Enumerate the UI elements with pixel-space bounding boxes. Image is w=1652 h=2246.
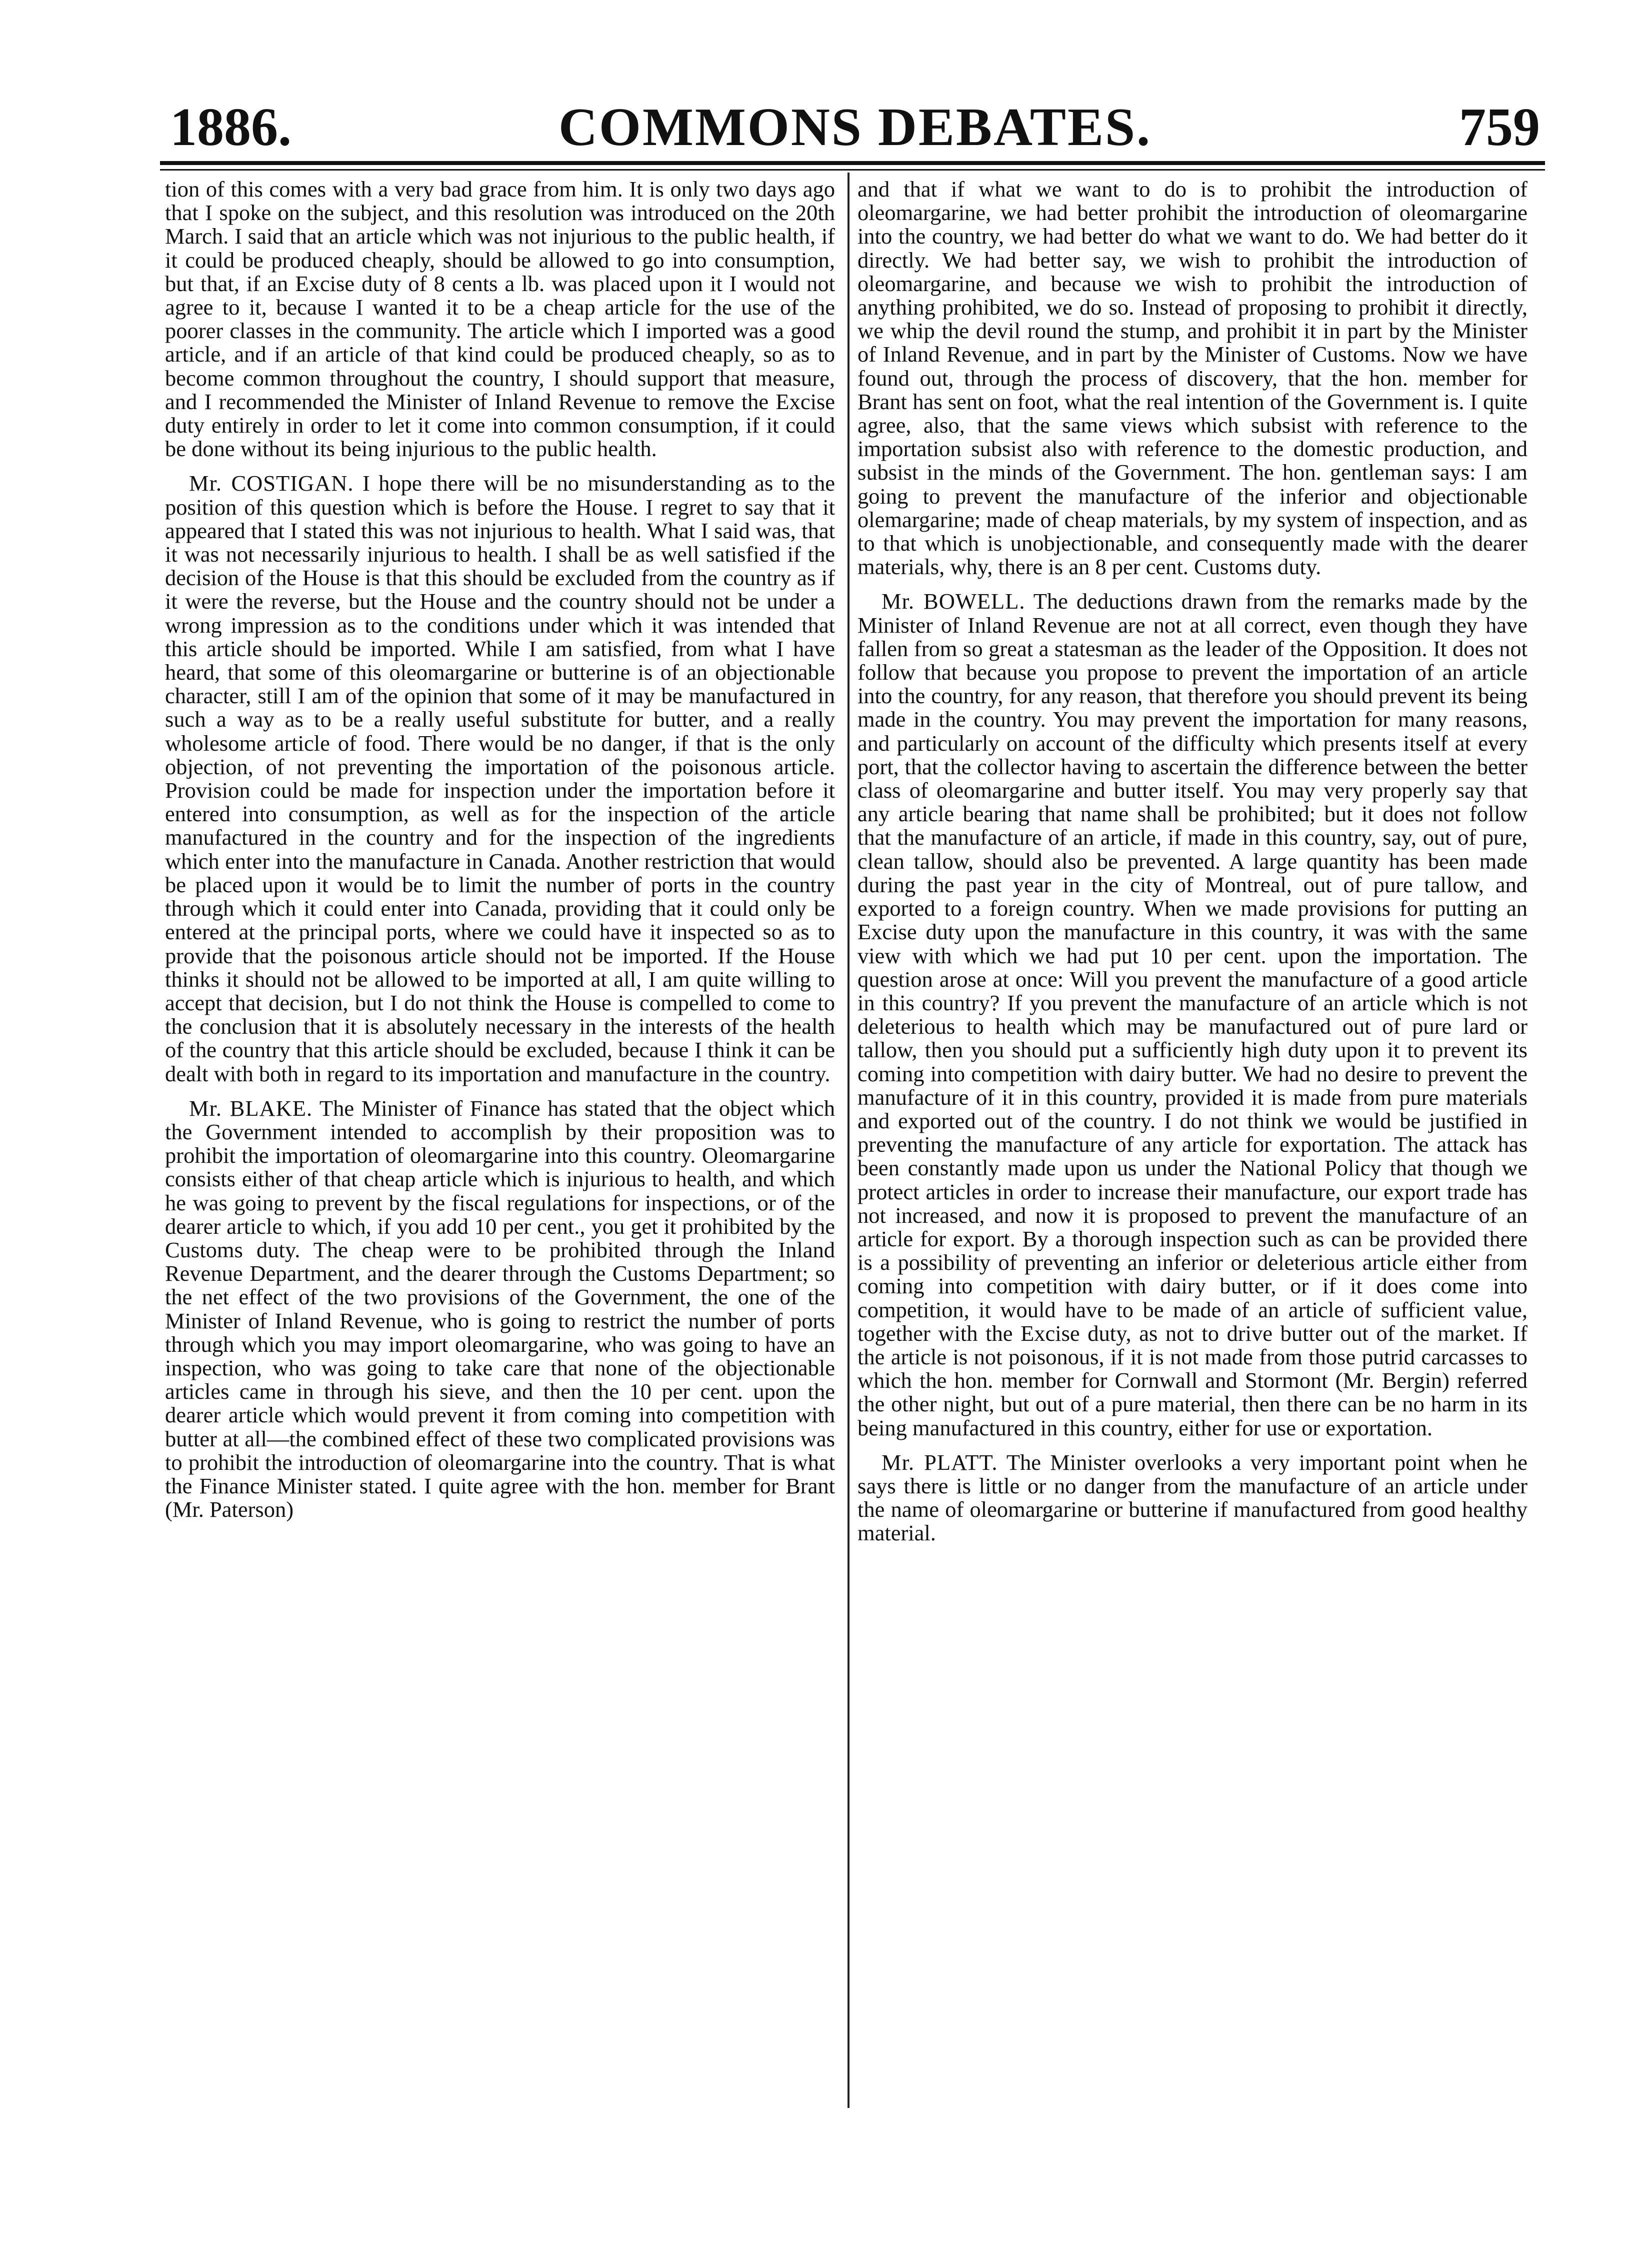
paragraph [858, 1451, 1528, 1545]
speaker-name: Mr. PLATT. [882, 1449, 998, 1475]
paragraph-text: The Minister overlooks a very important point when he says there is little or no danger from the manufacture of an article under the name of oleomargarine or butterine if manufactured from good healthy material. [858, 1449, 1528, 1546]
paragraph-text: The Minister of Finance has stated that the object which the Government intended to accomplish by their proposition was to prohibit the importation of oleomargarine into this country. Oleomargarine consists either of that cheap article which is injurious to health, and which he was going to prevent by the fiscal regulations for inspections, or of the dearer article to which, if you add 10 per cent., you get it prohibited by the Customs duty. The cheap were to be prohibited through the Inland Revenue Department, and the dearer through the Customs Department; so the net effect of the two provisions of the Government, the one of the Minister of Inland Revenue, who is going to restrict the number of ports through which you may import oleomargarine, who was going to have an inspection, who was going to take care that none of the objectionable articles came in through his sieve, and then the 10 per cent. upon the dearer article which would prevent it from coming into competition with butter at all—the combined effect of these two complicated provisions was to prohibit the introduction of oleomargarine into the country. That is what the Finance Minister stated. I quite agree with the hon. member for Brant (Mr. Paterson) [165, 1095, 835, 1522]
header-rule-thin [160, 169, 1545, 171]
speaker-name: Mr. COSTIGAN. [189, 471, 354, 496]
paragraph-text: The deductions drawn from the remarks made by the Minister of Inland Revenue are not at all correct, even though they have fallen from so great a statesman as the leader of the Opposition. It does not follow that because you propose to prevent the importation of an article into the country, for any reason, that therefore you should prevent its being made in the country. You may prevent the importation for many reasons, and particularly on account of the difficulty which presents itself at every port, that the collector having to ascertain the difference between the better class of oleomargarine and butter itself. You may very properly say that any article bearing that name shall be prohibited; but it does not follow that the manufacture of an article, if made in this country, say, out of pure, clean tallow, should also be prevented. A large quantity has been made during the past year in the city of Montreal, out of pure tallow, and exported to a foreign country. When we made provisions for putting an Excise duty upon the manufacture in this country, it was with the same view with which we had put 10 per cent. upon the importation. The question arose at once: Will you prevent the manufacture of a good article in this country? If you prevent the manufacture of an article which is not deleterious to health which may be manufactured out of pure lard or tallow, then you should put a sufficiently high duty upon it to prevent its coming into competition with dairy butter. We had no desire to prevent the manufacture of it in this country, provided it is made from pure materials and exported out of the country. I do not think we would be justified in preventing the manufacture of any article for exportation. The attack has been constantly made upon us under the National Policy that though we protect articles in order to increase their manufacture, our export trade has not increased, and now it is proposed to prevent the manufacture of an article for export. By a thorough inspection such as can be provided there is a possibility of preventing an inferior or deleterious article either from coming into competition with dairy butter, or if it does come into competition, it would have to be made of an article of sufficient value, together with the Excise duty, as not to drive butter out of the market. If the article is not poisonous, if it is not made from those putrid carcasses to which the hon. member for Cornwall and Stormont (Mr. Bergin) referred the other night, but out of a pure material, then there can be no harm in its being manufactured in this country, either for use or exportation. [858, 589, 1528, 1440]
speaker-name: Mr. BLAKE. [189, 1095, 313, 1121]
paragraph-text: I hope there will be no misunderstanding as to the position of this question which is before the House. I regret to say that it appeared that I stated this was not injurious to health. What I said was, that it was not necessarily injurious to health. I shall be as well satisfied if the decision of the House is that this should be excluded from the country as if it were the reverse, but the House and the country should not be under a wrong impression as to the conditions under which it was intended that this article should be imported. While I am satisfied, from what I have heard, that some of this oleomargarine or butterine is of an objectionable character, still I am of the opinion that some of it may be manufactured in such a way as to be a really useful substitute for butter, and a really wholesome article of food. There would be no danger, if that is the only objection, of not preventing the importation of the poisonous article. Provision could be made for inspection under the importation before it entered into consumption, as well as for the inspection of the article manufactured in the country and for the inspection of the ingredients which enter into the manufacture in Canada. Another restriction that would be placed upon it would be to limit the number of ports in the country through which it could enter into Canada, providing that it could only be entered at the principal ports, where we could have it inspected so as to provide that the poisonous article should not be imported. If the House thinks it should not be allowed to be imported at all, I am quite willing to accept that decision, but I do not think the House is compelled to come to the conclusion that it is absolutely necessary in the interests of the health of the country that this article should be excluded, because I think it can be dealt with both in regard to its importation and manufacture in the country. [165, 471, 835, 1086]
header-year: 1886. [170, 98, 292, 157]
left-column [165, 178, 835, 2118]
page-header [170, 98, 1540, 158]
header-page-number: 759 [1459, 98, 1540, 157]
paragraph [165, 472, 835, 1085]
right-column [858, 178, 1528, 2118]
speaker-name: Mr. BOWELL. [882, 589, 1026, 614]
header-title: COMMONS DEBATES. [558, 98, 1152, 157]
paragraph [858, 178, 1528, 579]
paragraph [858, 590, 1528, 1439]
paragraph-text: and that if what we want to do is to prohibit the introduction of oleomargarine, we had better prohibit the introduction of oleomargarine into the country, we had better do what we want to do. We had better do it directly. We had better say, we wish to prohibit the introduction of oleomargarine, and because we wish to prohibit the introduction of anything prohibited, we do so. Instead of proposing to prohibit it directly, we whip the devil round the stump, and prohibit it in part by the Minister of Inland Revenue, and in part by the Minister of Customs. Now we have found out, through the process of discovery, that the hon. member for Brant has sent on foot, what the real intention of the Government is. I quite agree, also, that the same views which subsist with reference to the importation subsist also with reference to the domestic production, and subsist in the minds of the Government. The hon. gentleman says: I am going to prevent the manufacture of the inferior and objectionable olemargarine; made of cheap materials, by my system of inspection, and as to that which is unobjectionable, and consequently made with the dearer materials, why, there is an 8 per cent. Customs duty. [858, 178, 1528, 580]
header-rule-thick [160, 161, 1545, 165]
paragraph-text: tion of this comes with a very bad grace from him. It is only two days ago that I spoke on the subject, and this resolution was introduced on the 20th March. I said that an article which was not injurious to the public health, if it could be produced cheaply, should be allowed to go into consumption, but that, if an Excise duty of 8 cents a lb. was placed upon it I would not agree to it, because I wanted it to be a cheap article for the use of the poorer classes in the community. The article which I imported was a good article, and if an article of that kind could be produced cheaply, so as to become common throughout the country, I should support that measure, and I recommended the Minister of Inland Revenue to remove the Excise duty entirely in order to let it come into common consumption, if it could be done without its being injurious to the public health. [165, 178, 835, 462]
paragraph [165, 178, 835, 461]
column-divider [848, 173, 850, 2108]
paragraph [165, 1097, 835, 1522]
